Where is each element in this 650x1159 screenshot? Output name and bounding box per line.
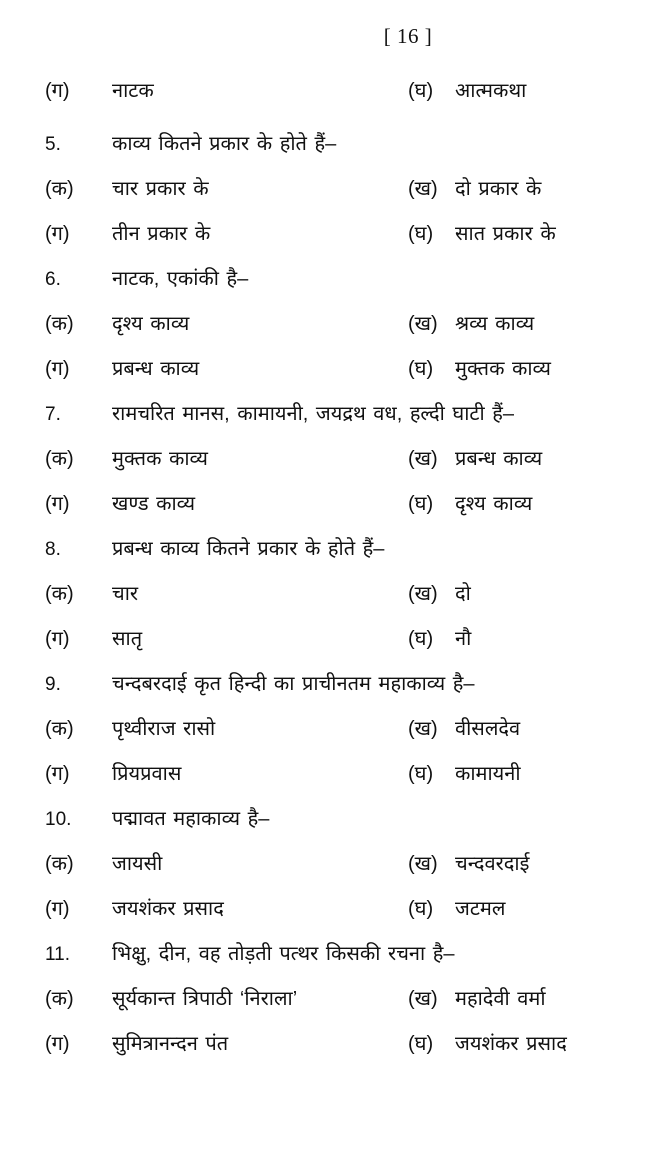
question-block [0,264,650,399]
option-b[interactable] [408,984,650,1011]
option-c[interactable] [45,354,408,381]
question-text: चन्दबरदाई कृत हिन्दी का प्राचीनतम महाकाव्य है– [112,673,475,695]
option-c[interactable] [45,894,408,921]
option-d-label: (घ) [408,763,434,785]
option-row [0,489,650,534]
option-c[interactable] [45,624,408,651]
option-d-text: आत्मकथा [455,80,527,102]
option-row [0,1029,650,1074]
option-a-label: (क) [45,988,74,1010]
option-c[interactable] [45,219,408,246]
option-c-label: (ग) [45,763,70,785]
option-c-text: जयशंकर प्रसाद [112,898,224,920]
option-b-label: (ख) [408,853,438,875]
option-row [0,624,650,669]
option-c-label: (ग) [45,898,70,920]
question-text: काव्य कितने प्रकार के होते हैं– [112,133,337,155]
option-b-label: (ख) [408,718,438,740]
option-b[interactable] [408,174,650,201]
option-d[interactable] [408,894,650,921]
option-c-label: (ग) [45,223,70,245]
question-block [0,129,650,264]
question-stem [0,264,650,309]
question-number: 9. [45,674,61,695]
question-text: पद्मावत महाकाव्य है– [112,808,270,830]
option-b-label: (ख) [408,313,438,335]
option-d-text: कामायनी [455,763,521,785]
spacer [0,121,650,129]
option-a[interactable] [45,579,408,606]
option-d-label: (घ) [408,80,434,102]
option-d-text: जयशंकर प्रसाद [455,1033,567,1055]
option-b-text: वीसलदेव [455,718,521,740]
option-row [0,219,650,264]
option-b-text: महादेवी वर्मा [455,988,546,1010]
option-c-text: सुमित्रानन्दन पंत [112,1033,229,1055]
option-row [0,444,650,489]
option-d[interactable] [408,489,650,516]
option-b[interactable] [408,849,650,876]
option-c[interactable] [45,76,408,103]
questions-container [0,129,650,1074]
option-row [0,759,650,804]
option-d-label: (घ) [408,493,434,515]
option-a-text: मुक्तक काव्य [112,448,208,470]
option-c-text: प्रबन्ध काव्य [112,358,200,380]
question-block [0,804,650,939]
option-row [0,579,650,624]
question-text: प्रबन्ध काव्य कितने प्रकार के होते हैं– [112,538,385,560]
question-text: रामचरित मानस, कामायनी, जयद्रथ वध, हल्दी घाटी हैं– [112,403,514,425]
question-block [0,534,650,669]
option-b[interactable] [408,714,650,741]
option-b-label: (ख) [408,178,438,200]
option-a[interactable] [45,984,408,1011]
question-number: 11. [45,944,71,965]
option-b-text: दो [455,583,471,605]
option-d-label: (घ) [408,628,434,650]
option-c-label: (ग) [45,358,70,380]
option-d-text: नौ [455,628,472,650]
option-c-text: प्रियप्रवास [112,763,182,785]
page-number: [ 16 ] [383,24,433,48]
question-number: 6. [45,269,61,290]
option-c-text: तीन प्रकार के [112,223,211,245]
option-a[interactable] [45,309,408,336]
option-a-label: (क) [45,178,74,200]
option-c[interactable] [45,489,408,516]
option-a-label: (क) [45,718,74,740]
option-d-label: (घ) [408,358,434,380]
option-b-label: (ख) [408,988,438,1010]
option-d[interactable] [408,759,650,786]
option-b[interactable] [408,579,650,606]
option-b[interactable] [408,444,650,471]
question-stem [0,669,650,714]
option-d[interactable] [408,624,650,651]
page-header [0,24,650,49]
question-stem [0,804,650,849]
question-stem [0,399,650,444]
option-a-text: सूर्यकान्त त्रिपाठी ‘निराला’ [112,988,298,1010]
option-a-label: (क) [45,448,74,470]
question-number: 7. [45,404,61,425]
option-d-label: (घ) [408,1033,434,1055]
option-d[interactable] [408,354,650,381]
option-d[interactable] [408,1029,650,1056]
option-c-label: (ग) [45,493,70,515]
question-number: 5. [45,134,61,155]
question-number: 8. [45,539,61,560]
option-c-label: (ग) [45,628,70,650]
option-d-text: दृश्य काव्य [455,493,533,515]
option-d-text: मुक्तक काव्य [455,358,551,380]
option-b-label: (ख) [408,583,438,605]
question-block [0,939,650,1074]
option-c[interactable] [45,1029,408,1056]
option-b-text: दो प्रकार के [455,178,542,200]
option-a-label: (क) [45,313,74,335]
option-a[interactable] [45,714,408,741]
question-block [0,669,650,804]
option-d-label: (घ) [408,223,434,245]
option-b-label: (ख) [408,448,438,470]
option-c-label: (ग) [45,80,70,102]
option-row [0,984,650,1029]
option-d[interactable] [408,219,650,246]
option-a-text: दृश्य काव्य [112,313,190,335]
option-d-text: जटमल [455,898,506,920]
question-number: 10. [45,809,72,830]
option-row [0,174,650,219]
question-text: भिक्षु, दीन, वह तोड़ती पत्थर किसकी रचना है– [112,943,455,965]
option-d-label: (घ) [408,898,434,920]
option-a[interactable] [45,174,408,201]
question-list [0,76,650,1074]
option-c-text: सातृ [112,628,143,650]
option-b[interactable] [408,309,650,336]
option-a-text: जायसी [112,853,163,875]
option-b-text: प्रबन्ध काव्य [455,448,543,470]
option-a-text: पृथ्वीराज रासो [112,718,216,740]
option-c-label: (ग) [45,1033,70,1055]
question-text: नाटक, एकांकी है– [112,268,249,290]
option-c[interactable] [45,759,408,786]
option-a-label: (क) [45,853,74,875]
question-stem [0,534,650,579]
option-a-text: चार [112,583,139,605]
option-d[interactable] [408,76,650,103]
option-b-text: चन्दवरदाई [455,853,530,875]
option-b-text: श्रव्य काव्य [455,313,535,335]
question-stem [0,129,650,174]
option-row [0,714,650,759]
option-a-label: (क) [45,583,74,605]
question-stem [0,939,650,984]
option-row [0,354,650,399]
option-d-text: सात प्रकार के [455,223,556,245]
option-c-text: खण्ड काव्य [112,493,196,515]
option-a-text: चार प्रकार के [112,178,209,200]
option-a[interactable] [45,849,408,876]
question-block [0,399,650,534]
option-row [0,76,650,121]
option-row [0,894,650,939]
option-c-text: नाटक [112,80,154,102]
option-row [0,849,650,894]
option-a[interactable] [45,444,408,471]
continued-question-options [0,76,650,121]
option-row [0,309,650,354]
